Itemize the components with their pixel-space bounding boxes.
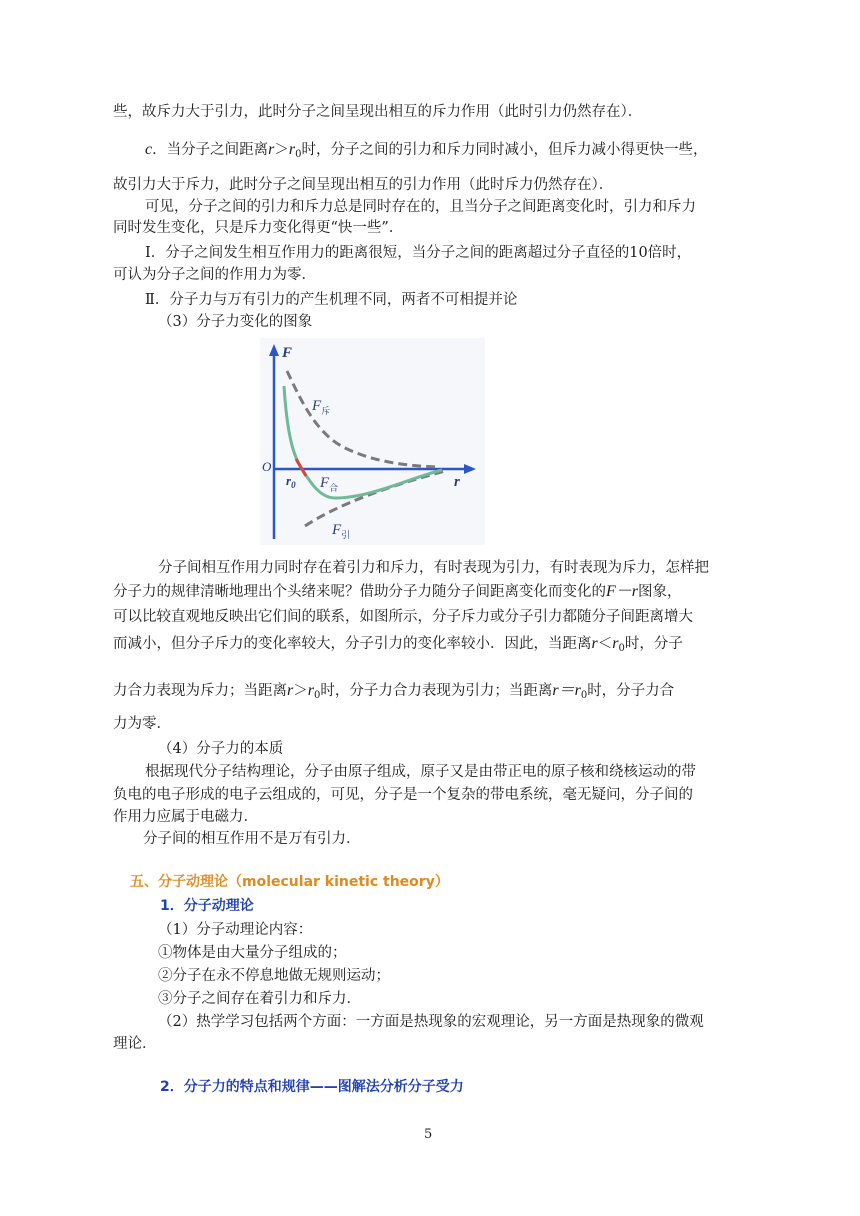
math-gt: ＞ (293, 683, 308, 699)
net-force-label: $F_合$ (320, 475, 339, 493)
math-gt: ＞ (274, 142, 289, 158)
math-sub: 0 (313, 690, 321, 701)
math-r-eq-r0: r＝r (552, 682, 581, 699)
math-r: r (268, 141, 275, 158)
page-number: 5 (424, 1127, 433, 1142)
subsection-heading: 1．分子动理论 (160, 898, 254, 914)
math-r0: r (612, 635, 619, 652)
graph-background (260, 338, 485, 545)
text-line: 同时发生变化，只是斥力变化得更“快一些”． (113, 220, 404, 236)
text-line: 些，故斥力大于引力，此时分子之间呈现出相互的斥力作用（此时引力仍然存在）． (113, 104, 643, 120)
molecular-force-graph (260, 338, 485, 545)
text-span: 时，分子之间的引力和斥力同时减小，但斥力减小得更快一些， (301, 142, 708, 158)
text-span: 时，分子力合力表现为引力；当距离 (320, 683, 553, 699)
text-span: 图象， (638, 584, 682, 600)
section-subheading: （3）分子力变化的图象 (158, 314, 313, 330)
text-line: （2）热学学习包括两个方面：一方面是热现象的宏观理论，另一方面是热现象的微观 (158, 1014, 704, 1030)
text-line: 可认为分子之间的作用力为零． (113, 267, 316, 283)
item-letter: c (145, 141, 153, 158)
y-axis-label: F (282, 345, 293, 361)
math-r: r (287, 682, 294, 699)
text-line: 分子间的相互作用不是万有引力． (143, 831, 361, 847)
text-line: 分子间相互作用力同时存在着引力和斥力，有时表现为引力，有时表现为斥力，怎样把 (158, 560, 709, 576)
math-sub: 0 (295, 149, 302, 160)
text-span: 分子力的规律清晰地理出个头绪来呢？借助分子力随分子间距离变化而变化的 (113, 584, 606, 600)
text-line: 力为零． (113, 716, 171, 732)
text-line: 故引力大于斥力，此时分子之间呈现出相互的引力作用（此时斥力仍然存在）． (113, 177, 614, 193)
text-span: 而减小，但分子斥力的变化率较大，分子引力的变化率较小．因此，当距离 (113, 636, 592, 652)
section-subheading: （4）分子力的本质 (158, 741, 284, 757)
text-line: Ⅱ．分子力与万有引力的产生机理不同，两者不可相提并论 (145, 292, 518, 308)
list-item: ③分子之间存在着引力和斥力． (158, 991, 361, 1007)
math-f-r: F－r (606, 583, 639, 600)
origin-label: O (262, 459, 272, 474)
text-line: Ⅰ．分子之间发生相互作用力的距离很短，当分子之间的距离超过分子直径的10倍时， (145, 245, 692, 261)
math-r0: r (307, 682, 314, 699)
text-span: 力合力表现为斥力；当距离 (113, 683, 287, 699)
attraction-label: $F_引$ (332, 522, 351, 540)
text-line (113, 582, 682, 602)
text-line (113, 681, 674, 706)
repulsion-label: $F_斥$ (312, 398, 331, 416)
x-axis-label: r (454, 474, 460, 490)
text-line: 负电的电子形成的电子云组成的，可见，分子是一个复杂的带电系统，毫无疑问，分子间的 (113, 787, 693, 803)
text-line (113, 634, 683, 659)
list-item: ②分子在永不停息地做无规则运动； (158, 968, 390, 984)
text-span: ．当分子之间距离 (152, 142, 269, 158)
text-line: 作用力应属于电磁力． (113, 809, 258, 825)
text-line (145, 140, 707, 165)
text-line: 可以比较直观地反映出它们间的联系，如图所示，分子斥力或分子引力都随分子间距离增大 (113, 609, 693, 625)
text-line: （1）分子动理论内容： (158, 922, 313, 938)
math-r0: r (288, 141, 296, 158)
text-line: 可见，分子之间的引力和斥力总是同时存在的，且当分子之间距离变化时，引力和斥力 (145, 199, 696, 215)
math-r: r (591, 635, 598, 652)
text-line: 理论． (113, 1036, 157, 1052)
math-sub: 0 (580, 690, 588, 701)
graph-svg (260, 338, 485, 545)
section-heading: 五、分子动理论（molecular kinetic theory） (130, 874, 449, 890)
math-lt: ＜ (597, 636, 613, 652)
math-sub: 0 (618, 643, 625, 654)
subsection-heading: 2．分子力的特点和规律——图解法分析分子受力 (160, 1079, 464, 1095)
list-item: ①物体是由大量分子组成的； (158, 945, 347, 961)
text-span: 时，分子 (624, 636, 683, 652)
text-line: 根据现代分子结构理论，分子由原子组成，原子又是由带正电的原子核和绕核运动的带 (145, 764, 696, 780)
r0-label: $r_0$ (286, 473, 296, 490)
text-span: 时，分子力合 (587, 683, 675, 699)
